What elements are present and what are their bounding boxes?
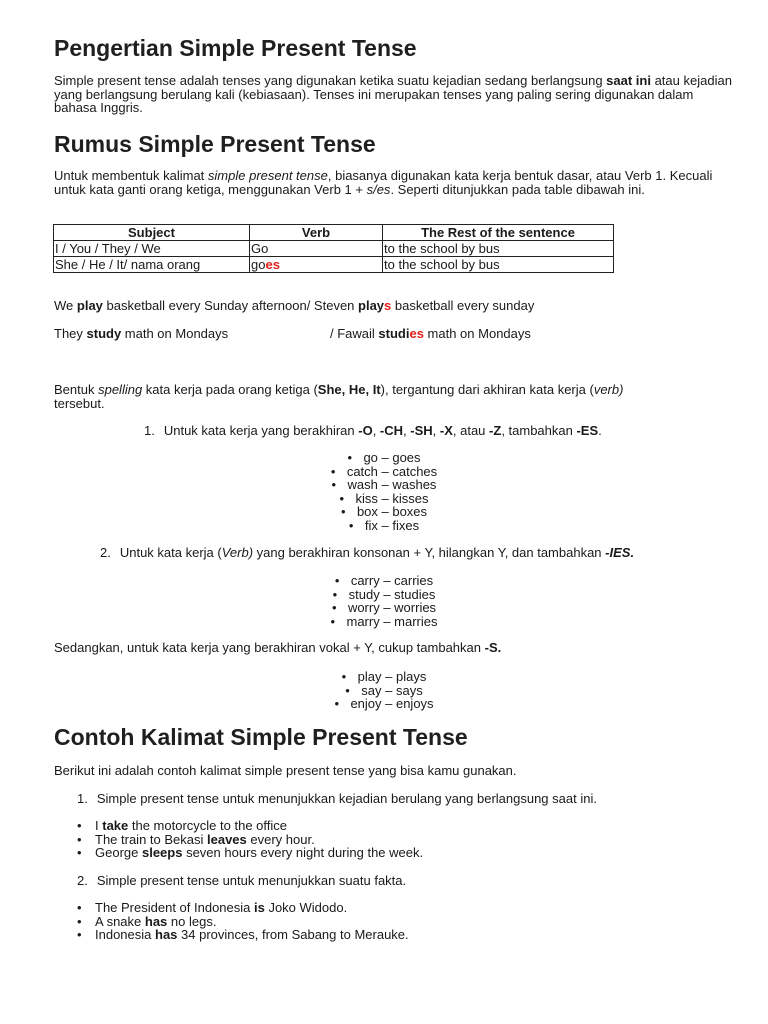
- text: seven hours every night during the week.: [182, 845, 424, 860]
- text: Untuk kata kerja yang berakhiran: [163, 423, 359, 438]
- text: / Fawail: [330, 326, 379, 341]
- text: Untuk kata kerja (: [119, 545, 222, 560]
- example-sentence-study: [54, 327, 228, 341]
- bullet-list-examples-2: [77, 901, 409, 942]
- text: I: [95, 818, 103, 833]
- text: , atau: [452, 423, 490, 438]
- text: .: [598, 423, 602, 438]
- table-header: Subject: [54, 225, 250, 241]
- bold-text: has: [144, 913, 168, 929]
- text: Untuk membentuk kalimat: [54, 168, 208, 183]
- paragraph-spelling: [54, 383, 654, 410]
- text: A snake: [95, 913, 145, 929]
- table-header: The Rest of the sentence: [383, 225, 614, 241]
- list-item: • carry – carries: [0, 574, 768, 588]
- list-item: [77, 819, 423, 833]
- text: , biasanya digunakan kata kerja bentuk dasar, atau Verb 1. Kecuali untuk kata ganti orang ketiga, menggunakan Verb 1 +: [54, 168, 713, 197]
- paragraph-definition: [54, 74, 734, 115]
- bold-italic-text: -IES.: [605, 545, 635, 560]
- text: Joko Widodo.: [264, 900, 348, 915]
- table-cell-rest: to the school by bus: [383, 257, 614, 273]
- bullet-list-es: [0, 451, 768, 532]
- suffix-highlight: es: [409, 326, 424, 341]
- text: atau kejadian yang berlangsung berulang kali (kebiasaan). Tenses ini merupakan tenses yang paling sering digunakan dalam bahasa Inggris.: [54, 73, 732, 115]
- text: ,: [403, 423, 411, 438]
- list-item: • kiss – kisses: [0, 492, 768, 506]
- text: Indonesia: [95, 927, 155, 942]
- text: basketball every Sunday afternoon/ Steven: [102, 298, 359, 313]
- bold-text: leaves: [207, 831, 247, 847]
- text: no legs.: [167, 913, 217, 929]
- heading-contoh: Contoh Kalimat Simple Present Tense: [54, 724, 468, 750]
- table-header-row: [54, 225, 614, 241]
- rule-2: [100, 546, 634, 560]
- text: They: [54, 326, 87, 341]
- text: Sedangkan, untuk kata kerja yang berakhiran vokal + Y, cukup tambahkan: [54, 640, 485, 655]
- table-cell-subject: I / You / They / We: [54, 241, 250, 257]
- text: yang berakhiran konsonan + Y, hilangkan Y, dan tambahkan: [253, 545, 606, 560]
- text: every hour.: [246, 831, 315, 847]
- list-item: • worry – worries: [0, 601, 768, 615]
- text: Simple present tense adalah tenses yang digunakan ketika suatu kejadian sedang berlangsung: [54, 73, 607, 88]
- italic-text: spelling: [98, 382, 143, 397]
- text: ), tergantung dari akhiran kata kerja (: [380, 382, 594, 397]
- text: The train to Bekasi: [95, 831, 207, 847]
- italic-text: s/es: [366, 181, 391, 197]
- bold-text: She, He, It: [317, 382, 381, 397]
- list-item: [77, 833, 423, 847]
- bold-text: saat ini: [606, 73, 651, 88]
- rule-1: [144, 424, 602, 438]
- verb-table: [53, 224, 614, 273]
- list-item: • box – boxes: [0, 505, 768, 519]
- bold-text: play: [76, 298, 103, 313]
- bold-text: -Z: [489, 423, 502, 438]
- list-item: [77, 928, 409, 942]
- text: kata kerja pada orang ketiga (: [142, 382, 318, 397]
- bold-text: has: [155, 927, 178, 942]
- text: tersebut.: [54, 395, 105, 411]
- bold-text: -CH: [379, 423, 404, 438]
- list-number: 2.: [100, 545, 111, 560]
- list-item: [77, 901, 409, 915]
- paragraph-contoh-intro: Berikut ini adalah contoh kalimat simple present tense yang bisa kamu gunakan.: [54, 763, 517, 778]
- text: ,: [372, 423, 380, 438]
- verb-suffix: es: [265, 256, 280, 272]
- list-number: 1.: [77, 791, 88, 806]
- table-row: [54, 257, 614, 273]
- verb-base: Go: [251, 240, 269, 256]
- bold-text: sleeps: [141, 845, 183, 860]
- list-item: • wash – washes: [0, 478, 768, 492]
- table-cell-verb: [250, 241, 383, 257]
- bullet-list-examples-1: [77, 819, 423, 860]
- bold-text: -S.: [484, 640, 502, 655]
- table-cell-verb: [250, 257, 383, 273]
- table-cell-subject: She / He / It/ nama orang: [54, 257, 250, 273]
- list-item: • enjoy – enjoys: [0, 697, 768, 711]
- list-item: • say – says: [0, 684, 768, 698]
- heading-pengertian: Pengertian Simple Present Tense: [54, 35, 417, 61]
- example-category-1: [77, 792, 597, 806]
- text: The President of Indonesia: [95, 900, 254, 915]
- list-item: • fix – fixes: [0, 519, 768, 533]
- text: We: [54, 298, 77, 313]
- text: Bentuk: [54, 382, 99, 397]
- italic-text: simple present tense: [207, 168, 328, 183]
- bold-text: is: [254, 900, 265, 915]
- bold-text: studi: [378, 326, 410, 341]
- bold-text: -SH: [410, 423, 433, 438]
- paragraph-vokal: [54, 641, 501, 655]
- example-sentence-studies: [330, 327, 531, 341]
- verb-base: go: [251, 256, 266, 272]
- list-item: [77, 915, 409, 929]
- example-category-2: [77, 874, 406, 888]
- list-item: • play – plays: [0, 670, 768, 684]
- heading-rumus: Rumus Simple Present Tense: [54, 131, 376, 157]
- italic-text: verb): [593, 382, 624, 397]
- example-sentence-play: [54, 299, 534, 313]
- table-header: Verb: [250, 225, 383, 241]
- table-row: [54, 241, 614, 257]
- bullet-list-s: [0, 670, 768, 711]
- list-item: • catch – catches: [0, 465, 768, 479]
- list-item: • study – studies: [0, 588, 768, 602]
- text: ,: [432, 423, 440, 438]
- text: the motorcycle to the office: [128, 818, 287, 833]
- text: 34 provinces, from Sabang to Merauke.: [177, 927, 409, 942]
- bold-text: take: [102, 818, 129, 833]
- text: George: [95, 845, 142, 860]
- bold-text: study: [86, 326, 122, 341]
- bullet-list-ies: [0, 574, 768, 628]
- bold-text: -ES: [576, 423, 599, 438]
- suffix-highlight: s: [384, 298, 392, 313]
- list-item: • marry – marries: [0, 615, 768, 629]
- text: Simple present tense untuk menunjukkan suatu fakta.: [96, 873, 407, 888]
- paragraph-rumus: [54, 169, 734, 196]
- table-cell-rest: to the school by bus: [383, 241, 614, 257]
- text: Simple present tense untuk menunjukkan kejadian berulang yang berlangsung saat ini.: [96, 791, 597, 806]
- text: , tambahkan: [501, 423, 577, 438]
- list-number: 2.: [77, 873, 88, 888]
- bold-text: play: [358, 298, 385, 313]
- text: math on Mondays: [121, 326, 229, 341]
- text: basketball every sunday: [391, 298, 535, 313]
- bold-text: -X: [439, 423, 453, 438]
- text: . Seperti ditunjukkan pada table dibawah ini.: [390, 181, 645, 197]
- italic-text: Verb): [221, 545, 254, 560]
- list-item: • go – goes: [0, 451, 768, 465]
- list-item: [77, 846, 423, 860]
- text: math on Mondays: [423, 326, 531, 341]
- list-number: 1.: [144, 423, 155, 438]
- bold-text: -O: [358, 423, 373, 438]
